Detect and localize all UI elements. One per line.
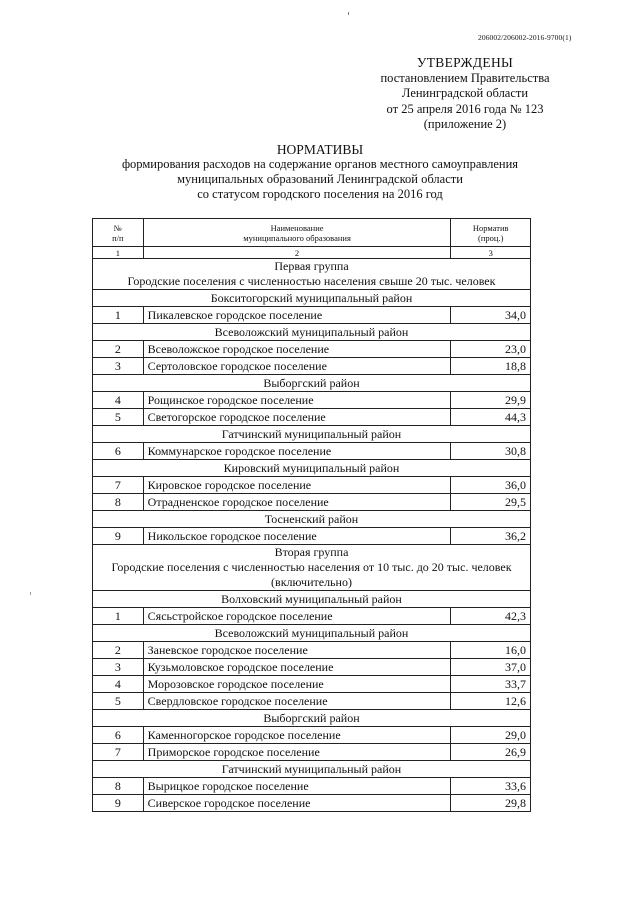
- norms-table: [92, 218, 531, 812]
- district-name: Всеволожский муниципальный район: [93, 625, 531, 642]
- district-row: [93, 511, 531, 528]
- settlement-name: Светогорское городское поселение: [143, 409, 451, 426]
- norm-value: 36,2: [451, 528, 531, 545]
- row-number: 1: [93, 608, 144, 625]
- header-text: Наименование: [270, 222, 324, 233]
- table-row: [93, 443, 531, 460]
- row-number: 8: [93, 778, 144, 795]
- settlement-name: Коммунарское городское поселение: [143, 443, 451, 460]
- row-number: 8: [93, 494, 144, 511]
- district-name: Всеволожский муниципальный район: [93, 324, 531, 341]
- header-text: (проц.): [478, 232, 504, 243]
- norm-value: 37,0: [451, 659, 531, 676]
- district-name: Выборгский район: [93, 375, 531, 392]
- table-row: [93, 795, 531, 812]
- scan-speck: [30, 592, 31, 595]
- table-row: [93, 642, 531, 659]
- district-row: [93, 625, 531, 642]
- table-row: [93, 494, 531, 511]
- row-number: 6: [93, 727, 144, 744]
- approval-line: (приложение 2): [423, 117, 507, 131]
- row-number: 1: [93, 307, 144, 324]
- norm-value: 29,0: [451, 727, 531, 744]
- approval-line: постановлением Правительства: [380, 70, 550, 85]
- norm-value: 16,0: [451, 642, 531, 659]
- row-number: 4: [93, 392, 144, 409]
- norm-value: 29,9: [451, 392, 531, 409]
- settlement-name: Каменногорское городское поселение: [143, 727, 451, 744]
- table-row: [93, 477, 531, 494]
- settlement-name: Рощинское городское поселение: [143, 392, 451, 409]
- row-number: 5: [93, 693, 144, 710]
- row-number: 9: [93, 528, 144, 545]
- table-row: [93, 409, 531, 426]
- district-name: Выборгский район: [93, 710, 531, 727]
- settlement-name: Никольское городское поселение: [143, 528, 451, 545]
- group-subtitle: (включительно): [271, 575, 352, 589]
- approval-line: Ленинградской области: [401, 86, 529, 100]
- document-title: [80, 142, 560, 202]
- district-row: [93, 591, 531, 608]
- title-line: формирования расходов на содержание органов местного самоуправления: [121, 157, 519, 171]
- group-cell: [93, 545, 531, 591]
- district-name: Кировский муниципальный район: [93, 460, 531, 477]
- district-row: [93, 426, 531, 443]
- district-row: [93, 290, 531, 307]
- norm-value: 30,8: [451, 443, 531, 460]
- title-main: НОРМАТИВЫ: [276, 142, 364, 157]
- table-row: [93, 676, 531, 693]
- norm-value: 33,7: [451, 676, 531, 693]
- scan-speck: [348, 12, 349, 15]
- table-row: [93, 358, 531, 375]
- district-row: [93, 375, 531, 392]
- table-row: [93, 392, 531, 409]
- column-number: 1: [93, 247, 144, 259]
- district-row: [93, 710, 531, 727]
- table-row: [93, 528, 531, 545]
- approval-block: [380, 55, 550, 133]
- district-row: [93, 460, 531, 477]
- group-title: Первая группа: [274, 259, 349, 273]
- title-line: со статусом городского поселения на 2016 год: [197, 187, 443, 201]
- table-header-row: [93, 219, 531, 247]
- row-number: 9: [93, 795, 144, 812]
- header-num-cell: [93, 219, 144, 247]
- title-line: муниципальных образований Ленинградской области: [177, 172, 463, 186]
- column-number-row: [93, 247, 531, 259]
- norm-value: 29,8: [451, 795, 531, 812]
- table-row: [93, 341, 531, 358]
- norm-value: 26,9: [451, 744, 531, 761]
- row-number: 5: [93, 409, 144, 426]
- district-row: [93, 324, 531, 341]
- row-number: 3: [93, 358, 144, 375]
- group-subtitle: Городские поселения с численностью населения свыше 20 тыс. человек: [127, 274, 496, 288]
- table-row: [93, 659, 531, 676]
- group-row: [93, 259, 531, 290]
- header-text: муниципального образования: [243, 232, 351, 243]
- approval-heading: УТВЕРЖДЕНЫ: [416, 55, 514, 70]
- settlement-name: Кировское городское поселение: [143, 477, 451, 494]
- column-number: 2: [143, 247, 451, 259]
- group-row: [93, 545, 531, 591]
- district-row: [93, 761, 531, 778]
- norm-value: 23,0: [451, 341, 531, 358]
- approval-line: от 25 апреля 2016 года № 123: [386, 101, 544, 116]
- header-name-cell: [143, 219, 451, 247]
- settlement-name: Сиверское городское поселение: [143, 795, 451, 812]
- norm-value: 42,3: [451, 608, 531, 625]
- header-text: п/п: [112, 232, 124, 243]
- table-row: [93, 307, 531, 324]
- row-number: 4: [93, 676, 144, 693]
- district-name: Тосненский район: [93, 511, 531, 528]
- settlement-name: Приморское городское поселение: [143, 744, 451, 761]
- table-row: [93, 778, 531, 795]
- row-number: 7: [93, 744, 144, 761]
- norms-table-body: [93, 219, 531, 812]
- group-cell: [93, 259, 531, 290]
- district-name: Волховский муниципальный район: [93, 591, 531, 608]
- settlement-name: Сертоловское городское поселение: [143, 358, 451, 375]
- settlement-name: Сясьстройское городское поселение: [143, 608, 451, 625]
- row-number: 7: [93, 477, 144, 494]
- settlement-name: Вырицкое городское поселение: [143, 778, 451, 795]
- header-text: Норматив: [472, 222, 509, 233]
- row-number: 3: [93, 659, 144, 676]
- settlement-name: Отрадненское городское поселение: [143, 494, 451, 511]
- row-number: 2: [93, 642, 144, 659]
- district-name: Гатчинский муниципальный район: [93, 761, 531, 778]
- table-row: [93, 608, 531, 625]
- norm-value: 33,6: [451, 778, 531, 795]
- settlement-name: Всеволожское городское поселение: [143, 341, 451, 358]
- settlement-name: Заневское городское поселение: [143, 642, 451, 659]
- norm-value: 18,8: [451, 358, 531, 375]
- settlement-name: Морозовское городское поселение: [143, 676, 451, 693]
- row-number: 6: [93, 443, 144, 460]
- district-name: Гатчинский муниципальный район: [93, 426, 531, 443]
- norm-value: 34,0: [451, 307, 531, 324]
- column-number: 3: [451, 247, 531, 259]
- table-row: [93, 727, 531, 744]
- district-name: Бокситогорский муниципальный район: [93, 290, 531, 307]
- norm-value: 12,6: [451, 693, 531, 710]
- group-title: Вторая группа: [274, 545, 349, 559]
- header-text: №: [113, 222, 122, 233]
- settlement-name: Кузьмоловское городское поселение: [143, 659, 451, 676]
- group-subtitle: Городские поселения с численностью населения от 10 тыс. до 20 тыс. человек: [111, 560, 512, 574]
- table-row: [93, 744, 531, 761]
- norm-value: 44,3: [451, 409, 531, 426]
- row-number: 2: [93, 341, 144, 358]
- settlement-name: Пикалевское городское поселение: [143, 307, 451, 324]
- norm-value: 29,5: [451, 494, 531, 511]
- settlement-name: Свердловское городское поселение: [143, 693, 451, 710]
- document-number: 206002/206002-2016-9700(1): [478, 33, 572, 42]
- header-norm-cell: [451, 219, 531, 247]
- norm-value: 36,0: [451, 477, 531, 494]
- table-row: [93, 693, 531, 710]
